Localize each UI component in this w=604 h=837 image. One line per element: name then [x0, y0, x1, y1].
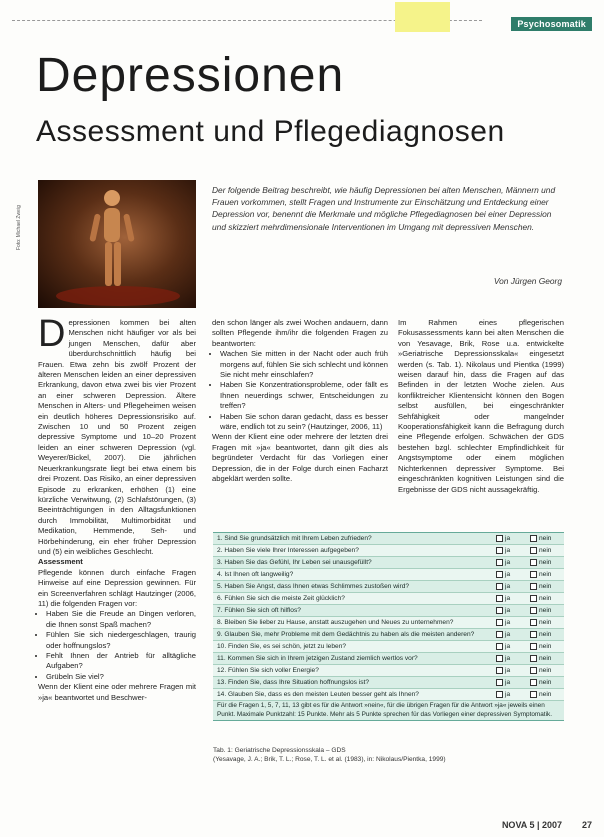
closing-text: Wenn der Klient eine oder mehrere Fragen mit »ja« beantwortet und Beschwer- [38, 682, 196, 702]
checkbox-icon[interactable] [496, 547, 503, 554]
checkbox-icon[interactable] [530, 655, 537, 662]
assessment-heading: Assessment [38, 557, 83, 567]
answer-no[interactable] [530, 593, 564, 604]
answer-label: nein [539, 583, 552, 590]
answer-label: ja [505, 559, 511, 566]
answer-yes[interactable] [496, 665, 530, 676]
answer-label: ja [505, 583, 511, 590]
sticky-note [395, 2, 450, 32]
bullet-item: • Grübeln Sie viel? [46, 672, 196, 682]
question-text: 3. Haben Sie das Gefühl, Ihr Leben sei unausgefüllt? [217, 559, 372, 566]
answer-yes[interactable] [496, 557, 530, 568]
answer-no[interactable] [530, 605, 564, 616]
table-row [213, 593, 564, 605]
bullet-item: • Haben Sie schon daran gedacht, dass es besser wäre, endlich tot zu sein? (Hautzinger, 2006, 11) [220, 412, 388, 433]
answer-yes[interactable] [496, 605, 530, 616]
table-rows [213, 533, 564, 701]
answer-no[interactable] [530, 533, 564, 544]
question-text: 1. Sind Sie grundsätzlich mit Ihrem Leben zufrieden? [217, 535, 372, 542]
answer-label: ja [505, 679, 511, 686]
checkbox-icon[interactable] [530, 583, 537, 590]
followup-questions [212, 349, 388, 432]
answer-yes[interactable] [496, 581, 530, 592]
answer-yes[interactable] [496, 569, 530, 580]
answer-label: ja [505, 655, 511, 662]
checkbox-icon[interactable] [496, 643, 503, 650]
table-row [213, 617, 564, 629]
answer-label: nein [539, 595, 552, 602]
answer-no[interactable] [530, 689, 564, 700]
author-line: Von Jürgen Georg [493, 276, 562, 286]
checkbox-icon[interactable] [530, 667, 537, 674]
answer-label: nein [539, 619, 552, 626]
checkbox-icon[interactable] [496, 535, 503, 542]
answer-no[interactable] [530, 677, 564, 688]
checkbox-icon[interactable] [530, 607, 537, 614]
lead-paragraph: Der folgende Beitrag beschreibt, wie häufig Depressionen bei alten Menschen, Männern und Frauen vorkommen, stellt Fragen und Instrumente zur Einschätzung und Entdeckung einer Depression vor, benennt die Merkmale und mögliche Pflegediagnosen bei einer Depression und skizziert mehrdimensionale Interventionen im Umgang mit depressiven Menschen. [212, 185, 556, 232]
answer-yes[interactable] [496, 545, 530, 556]
intro-text: den schon länger als zwei Wochen andauern, dann sollten Pflegende ihm/ihr die folgenden Fragen zu beantworten: [212, 318, 388, 348]
answer-yes[interactable] [496, 677, 530, 688]
body-text: Im Rahmen eines pflegerischen Fokusassessments kann bei alten Menschen die von Yesavage, Brik, Rose u.a. entwickelte »Geriatrische Depressionsskala« eingesetzt werden (s. Tab. 1). Nikolaus und Pientka (1999) weisen darauf hin, dass die Fragen auf das Befinden in der letzten Woche zielen. Aus konfliktreicher Klientensicht können den Bogen selbst ausfüllen, bei eingeschränkter Sehfähigkeit oder mangelnder Kooperationsfähigkeit kann die Befragung durch eine Pflegende erfolgen. Schwächen der GDS bestehen bzgl. schlechter Empfindlichkeit für Angstsymptome oder einem möglichen Nichterkennen depressiver Symptome. Bei eingeschränkten kognitiven Leistungen sind die Ergebnisse der GDS nicht aussagekräftig. [398, 318, 564, 494]
answer-label: ja [505, 547, 511, 554]
answer-label: ja [505, 619, 511, 626]
table-row [213, 605, 564, 617]
checkbox-icon[interactable] [496, 691, 503, 698]
page-title: Depressionen [36, 49, 345, 102]
question-text: 8. Bleiben Sie lieber zu Hause, anstatt auszugehen und Neues zu unternehmen? [217, 619, 454, 626]
table-row [213, 629, 564, 641]
table-row [213, 665, 564, 677]
page-number: 27 [581, 820, 592, 830]
caption-title: Tab. 1: Geriatrische Depressionsskala – GDS [213, 747, 346, 754]
bullet-item: • Wachen Sie mitten in der Nacht oder auch früh morgens auf, fühlen Sie sich schlecht und können Sie nicht mehr einschlafen? [220, 349, 388, 380]
column-2 [212, 318, 388, 485]
checkbox-icon[interactable] [496, 571, 503, 578]
answer-yes[interactable] [496, 533, 530, 544]
article-photo [38, 180, 196, 308]
table-row [213, 533, 564, 545]
table-caption [213, 746, 564, 764]
wooden-mannequin-image [38, 180, 196, 308]
answer-label: nein [539, 691, 552, 698]
answer-yes[interactable] [496, 653, 530, 664]
answer-label: ja [505, 535, 511, 542]
photo-credit: Foto: Michael Zweig [16, 205, 22, 250]
checkbox-icon[interactable] [530, 547, 537, 554]
magazine-issue: NOVA 5 | 2007 [501, 820, 562, 830]
answer-label: ja [505, 571, 511, 578]
answer-label: nein [539, 571, 552, 578]
bullet-item: • Fühlen Sie sich niedergeschlagen, traurig oder hoffnungslos? [46, 630, 196, 651]
checkbox-icon[interactable] [496, 655, 503, 662]
checkbox-icon[interactable] [530, 619, 537, 626]
answer-label: nein [539, 655, 552, 662]
answer-no[interactable] [530, 617, 564, 628]
answer-label: nein [539, 643, 552, 650]
checkbox-icon[interactable] [496, 559, 503, 566]
answer-label: nein [539, 547, 552, 554]
question-text: 2. Haben Sie viele Ihrer Interessen aufgegeben? [217, 547, 359, 554]
closing-text: Wenn der Klient eine oder mehrere der letzten drei Fragen mit »ja« beantwortet, dann gilt dies als begründeter Verdacht für das Vorliegen einer Depression, die in der Folge durch einen Facharzt abgeklärt werden sollte. [212, 432, 388, 484]
answer-label: ja [505, 631, 511, 638]
answer-label: nein [539, 559, 552, 566]
checkbox-icon[interactable] [496, 619, 503, 626]
checkbox-icon[interactable] [530, 679, 537, 686]
table-row [213, 581, 564, 593]
answer-label: nein [539, 679, 552, 686]
section-tag: Psychosomatik [511, 17, 592, 31]
answer-yes[interactable] [496, 641, 530, 652]
caption-source: (Yesavage, J. A.; Brik, T. L.; Rose, T. L. et al. (1983), in: Nikolaus/Pientka, 1999) [213, 756, 446, 763]
table-row [213, 569, 564, 581]
intro-text: epressionen kommen bei alten Menschen nicht häufiger vor als bei jungen Menschen, dafür aber überdurchschnittlich häufig bei Frauen. Etwa zehn bis zwölf Prozent der älteren Menschen leiden an einer depressiven Erkrankung, davon etwa zwei bis vier Prozent an einer schweren Depression. Ältere Menschen in Alters- und Pflegeheimen weisen ein deutlich höheres Depressionsrisiko auf. Zwischen 10 und 50 Prozent zeigen depressive Symptome und 10–20 Prozent leiden an einer schweren Depression (vgl. Weyerer/Bickel, 2007). Die jährlichen Neuerkrankungsrate liegt bei etwa einem bis drei Prozent. Das Risiko, an einer depressiven Episode zu erkranken, erhöhen (1) eine kürzliche Verwitwung, (2) Schlafstörungen, (3) Beeinträchtigungen in den Alltagsfunktionen durch Immobilität, Multimorbidität und Medikation, Hemmende, Seh- und Hörbehinderung, ein eher früher Depression und (5) ein weibliches Geschlecht. [38, 318, 196, 556]
question-text: 13. Finden Sie, dass Ihre Situation hoffnungslos ist? [217, 679, 369, 686]
page-subtitle: Assessment und Pflegediagnosen [36, 115, 505, 148]
table-row [213, 641, 564, 653]
answer-yes[interactable] [496, 629, 530, 640]
checkbox-icon[interactable] [530, 691, 537, 698]
drop-cap: D [38, 313, 66, 355]
question-text: 6. Fühlen Sie sich die meiste Zeit glücklich? [217, 595, 345, 602]
answer-no[interactable] [530, 641, 564, 652]
table-row [213, 677, 564, 689]
table-row [213, 557, 564, 569]
checkbox-icon[interactable] [496, 583, 503, 590]
answer-label: nein [539, 535, 552, 542]
answer-no[interactable] [530, 569, 564, 580]
question-text: 12. Fühlen Sie sich voller Energie? [217, 667, 319, 674]
answer-label: ja [505, 691, 511, 698]
answer-no[interactable] [530, 545, 564, 556]
checkbox-icon[interactable] [496, 631, 503, 638]
table-note: Für die Fragen 1, 5, 7, 11, 13 gibt es für die Antwort »nein«, für die übrigen Fragen für die Antwort »ja« jeweils einen Punkt. Maximale Punktzahl: 15 Punkte. Mehr als 5 Punkte sprechen für das Vorliegen einer depressiven Symptomatik. [213, 701, 564, 721]
bullet-item: • Haben Sie Konzentrationsprobleme, oder fällt es Ihnen neuerdings schwer, Entscheidungen zu treffen? [220, 380, 388, 411]
checkbox-icon[interactable] [530, 571, 537, 578]
column-3 [398, 318, 564, 495]
answer-label: ja [505, 643, 511, 650]
answer-no[interactable] [530, 557, 564, 568]
answer-yes[interactable] [496, 617, 530, 628]
checkbox-icon[interactable] [496, 595, 503, 602]
checkbox-icon[interactable] [530, 643, 537, 650]
answer-no[interactable] [530, 665, 564, 676]
gds-table [213, 532, 564, 721]
assessment-text: Pflegende können durch einfache Fragen Hinweise auf eine Depression gewinnen. Für ein Screenverfahren schlägt Hautzinger (2006, 11) die folgenden Fragen vor: [38, 567, 196, 608]
checkbox-icon[interactable] [496, 679, 503, 686]
answer-no[interactable] [530, 581, 564, 592]
answer-label: ja [505, 595, 511, 602]
question-text: 7. Fühlen Sie sich oft hilflos? [217, 607, 301, 614]
answer-no[interactable] [530, 653, 564, 664]
answer-yes[interactable] [496, 689, 530, 700]
page-footer [502, 820, 592, 830]
answer-yes[interactable] [496, 593, 530, 604]
checkbox-icon[interactable] [530, 535, 537, 542]
bullet-item: • Fehlt Ihnen der Antrieb für alltägliche Aufgaben? [46, 651, 196, 672]
answer-label: nein [539, 631, 552, 638]
table-row [213, 545, 564, 557]
bullet-item: • Haben Sie die Freude an Dingen verloren, die Ihnen sonst Spaß machen? [46, 609, 196, 630]
screening-questions [38, 609, 196, 682]
column-1 [38, 313, 196, 703]
question-text: 11. Kommen Sie sich in Ihrem jetzigen Zustand ziemlich wertlos vor? [217, 655, 418, 662]
checkbox-icon[interactable] [496, 607, 503, 614]
table-row [213, 653, 564, 665]
answer-label: nein [539, 607, 552, 614]
table-row [213, 689, 564, 701]
question-text: 10. Finden Sie, es sei schön, jetzt zu leben? [217, 643, 347, 650]
checkbox-icon[interactable] [530, 559, 537, 566]
question-text: 4. Ist Ihnen oft langweilig? [217, 571, 294, 578]
answer-no[interactable] [530, 629, 564, 640]
question-text: 14. Glauben Sie, dass es den meisten Leuten besser geht als Ihnen? [217, 691, 419, 698]
question-text: 5. Haben Sie Angst, dass Ihnen etwas Schlimmes zustoßen wird? [217, 583, 410, 590]
answer-label: ja [505, 607, 511, 614]
question-text: 9. Glauben Sie, mehr Probleme mit dem Gedächtnis zu haben als die meisten anderen? [217, 631, 475, 638]
answer-label: ja [505, 667, 511, 674]
checkbox-icon[interactable] [496, 667, 503, 674]
checkbox-icon[interactable] [530, 595, 537, 602]
answer-label: nein [539, 667, 552, 674]
checkbox-icon[interactable] [530, 631, 537, 638]
